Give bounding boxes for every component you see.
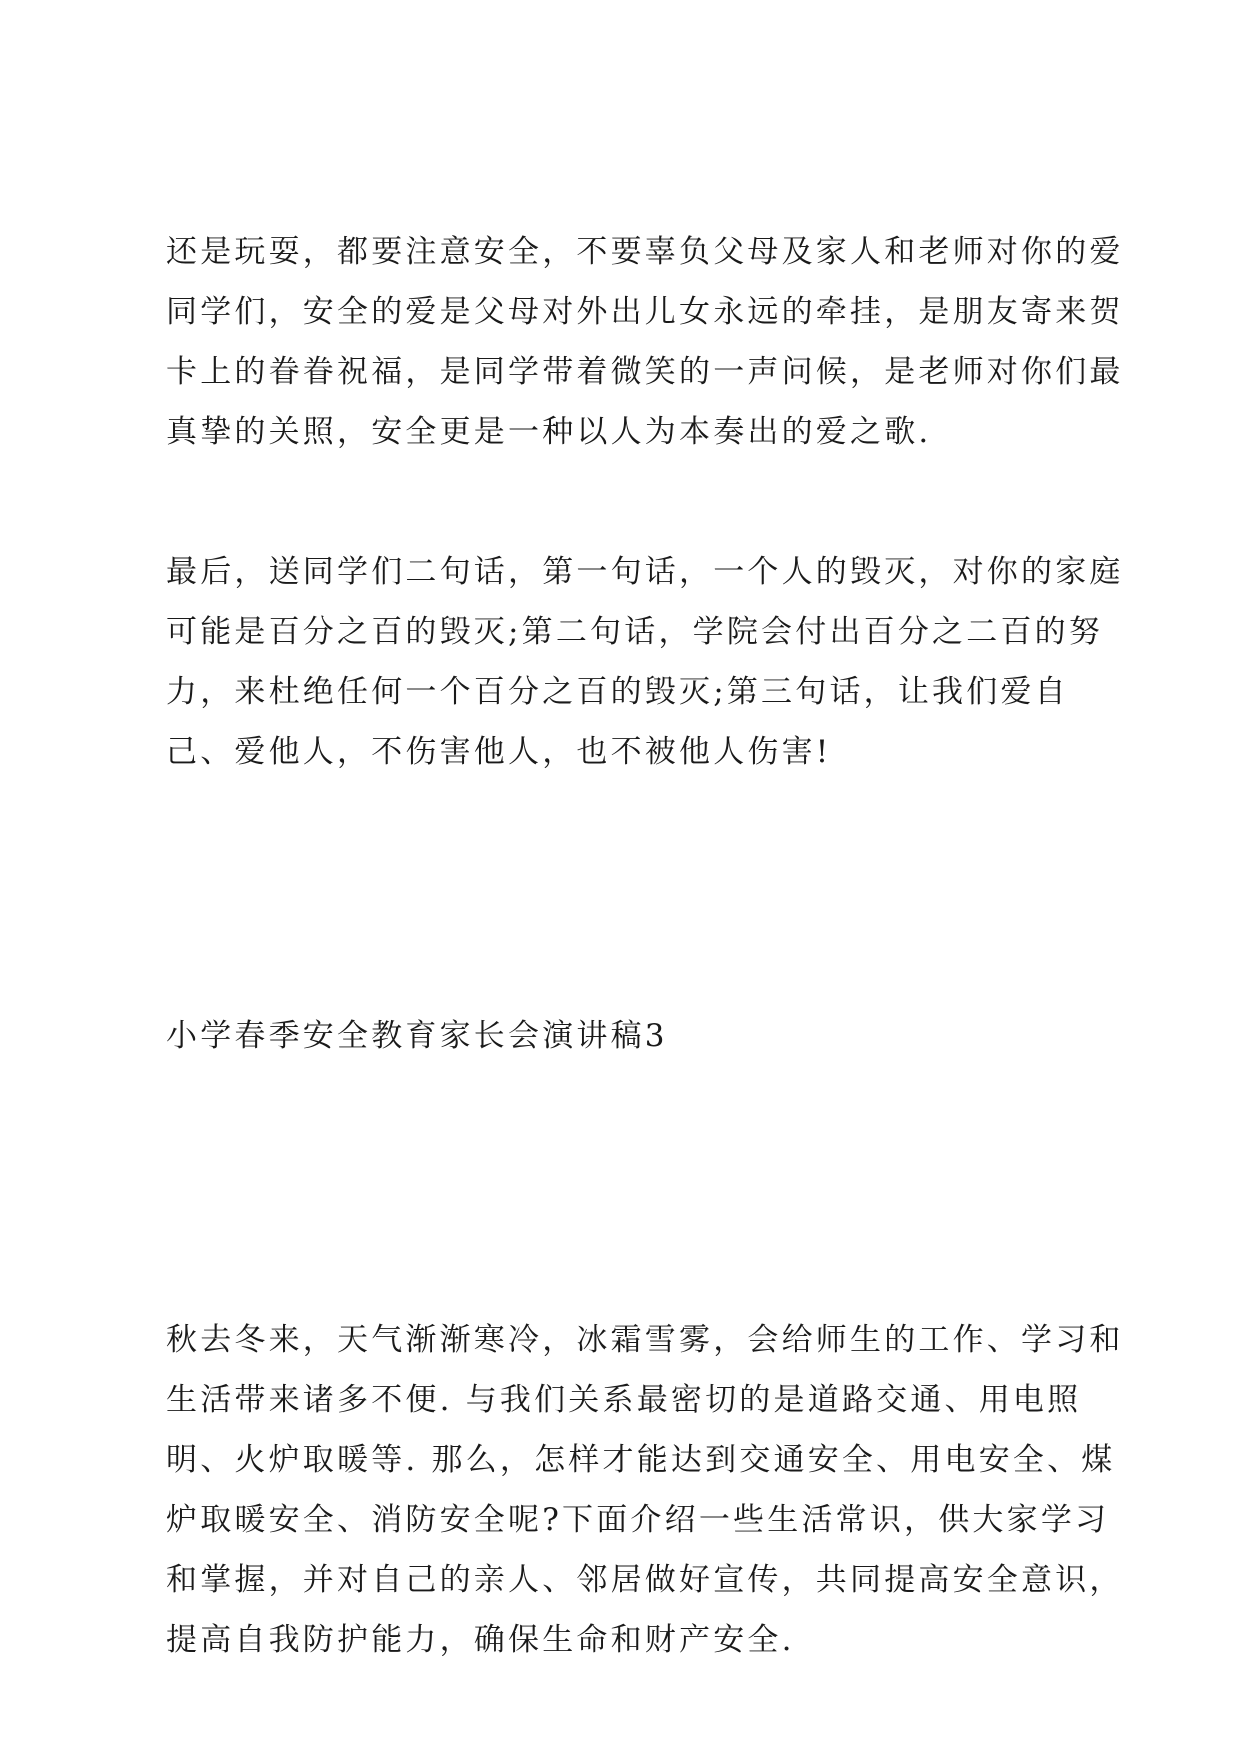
paragraph-closing-words <box>166 542 1124 782</box>
section-heading <box>166 1006 1096 1066</box>
paragraph-line: 最后，送同学们二句话，第一句话，一个人的毁灭，对你的家庭 <box>166 554 1124 590</box>
paragraph-line: 卡上的眷眷祝福，是同学带着微笑的一声问候，是老师对你们最 <box>166 354 1124 390</box>
paragraph-line: 还是玩耍，都要注意安全，不要辜负父母及家人和老师对你的爱 <box>166 234 1124 270</box>
heading-text: 小学春季安全教育家长会演讲稿3 <box>166 1018 668 1054</box>
paragraph-line: 同学们，安全的爱是父母对外出儿女永远的牵挂，是朋友寄来贺 <box>166 294 1124 330</box>
paragraph-line: 真挚的关照，安全更是一种以人为本奏出的爱之歌. <box>166 414 932 450</box>
paragraph-line: 秋去冬来，天气渐渐寒冷，冰霜雪雾，会给师生的工作、学习和 <box>166 1322 1124 1358</box>
paragraph-line: 生活带来诸多不便. 与我们关系最密切的是道路交通、用电照 <box>166 1382 1082 1418</box>
paragraph-winter-safety <box>166 1310 1124 1670</box>
paragraph-line: 明、火炉取暖等. 那么，怎样才能达到交通安全、用电安全、煤 <box>166 1442 1116 1478</box>
paragraph-line: 炉取暖安全、消防安全呢?下面介绍一些生活常识，供大家学习 <box>166 1502 1110 1538</box>
paragraph-line: 和掌握，并对自己的亲人、邻居做好宣传，共同提高安全意识， <box>166 1562 1124 1598</box>
paragraph-line: 提高自我防护能力，确保生命和财产安全. <box>166 1622 795 1658</box>
paragraph-safety-love <box>166 222 1124 462</box>
paragraph-line: 可能是百分之百的毁灭;第二句话，学院会付出百分之二百的努 <box>166 614 1104 650</box>
paragraph-line: 力，来杜绝任何一个百分之百的毁灭;第三句话，让我们爱自 <box>166 674 1069 710</box>
paragraph-line: 己、爱他人，不伤害他人，也不被他人伤害! <box>166 734 832 770</box>
